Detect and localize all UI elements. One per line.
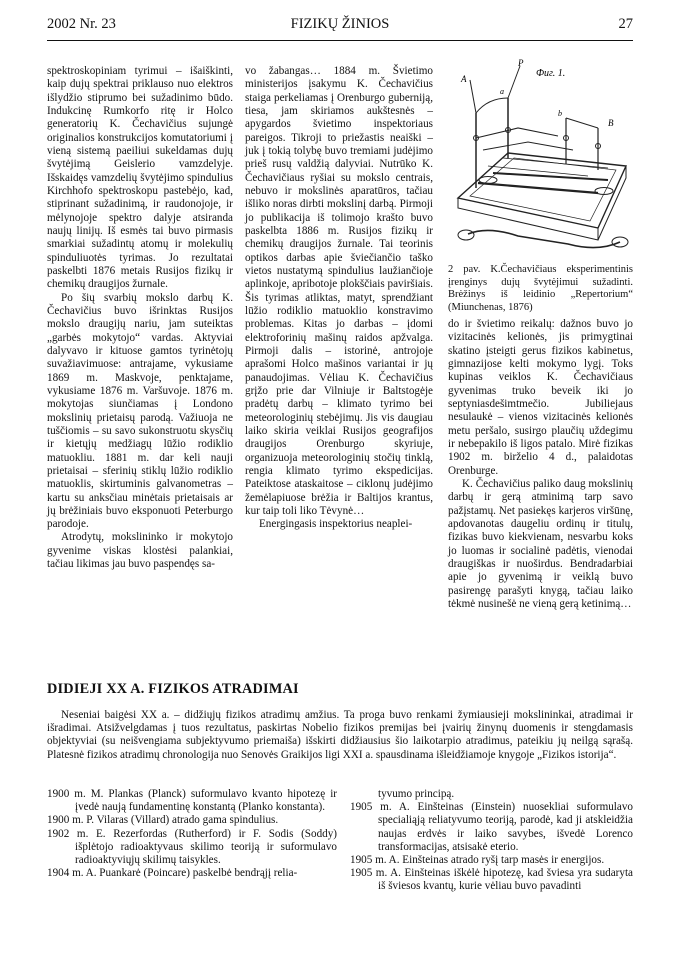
paragraph: K. Čechavičius paliko daug mokslinių darbų ir gerą atminimą tarp savo pažįstamų. Net pasiekęs karjeros viršūnę, apdovanotas daugeliu ordinų ir titulų, fizikas buvo kiekvienam, nesvarbu koks jo luomas ir socialinė padėtis, vienodai draugiškas ir nuoširdus. Bendradarbiai apie jo gyvenimą ir veiklą buvo pasirengę parašyti knygą, tačiau laiko tėkmė nusinešė ne vieną gerą ketinimą… (448, 477, 633, 610)
section-title: DIDIEJI XX A. FIZIKOS ATRADIMAI (47, 681, 299, 697)
list-item-continuation: tyvumo principą. (378, 788, 455, 800)
article-column-1 (47, 65, 233, 571)
figure-caption: 2 pav. K.Čechavičiaus eksperimentinis įrenginys dujų švytėjimui sužadinti. Brėžinys iš leidinio „Repertorium“ (Miunchenas, 1876) (448, 264, 633, 313)
journal-title: FIZIKŲ ŽINIOS (290, 16, 390, 32)
paragraph: do ir švietimo reikalų: dažnos buvo jo vizitacinės kelionės, jis primygtinai skatino įsteigti gerus fizikos kabinetus, gimnazijose kelti mokymo lygį. Toks kupinas veiklos K. Čechavičiaus gyvenimas truko beveik iki jo septyniasdešimtmečio. Jubiliejaus nesulaukė – vienos vizitacinės kelionės metu peršalo, susirgo plaučių uždegimu ir nebepakilo iš ligos patalo. Mirė fizikas 1902 m. birželio 4 d., palaidotas Orenburge. (448, 318, 633, 477)
list-item: 1902 m. E. Rezerfordas (Rutherford) ir F. Sodis (Soddy) išplėtojo radioaktyvaus skilimo teoriją ir suformulavo radioaktyviųjų skilimų taisykles. (47, 827, 337, 867)
figure-letter-p: P (518, 58, 524, 68)
list-item: 1905 m. A. Einšteinas atrado ryšį tarp masės ir energijos. (350, 854, 605, 867)
article-column-2 (245, 65, 433, 531)
figure-letter-a-small: a (500, 87, 504, 96)
figure-letter-a: A (461, 74, 467, 84)
list-item: 1905 m. A. Einšteinas (Einstein) nuosekliai suformulavo specialiąją reliatyvumo teoriją, parodė, kad ji atskleidžia naujas erdvės ir laiko savybes, išvedė Lorenco transformacijas, atsisakė eterio. (350, 801, 633, 853)
figure-letter-b-small: b (558, 109, 562, 118)
header-rule (47, 40, 633, 41)
apparatus-drawing (448, 58, 633, 258)
paragraph: Po šių svarbių mokslo darbų K. Čechavičius buvo išrinktas Rusijos mokslo draugijų nariu, jam suteiktas „garbės mokytojo“ vardas. Aktyviai dalyvavo ir kituose gamtos tyrinėtojų suvažiavimuose: antrajame, vykusiame 1869 m. Maskvoje, penktajame, vykusiame 1876 m. Varšuvoje. 1876 m. mokytojas siunčiamas į Londono mokslinių prietaisų parodą. Važiuoja ne tuščiomis – su savo sukonstruotu skysčių ir kietųjų medžiagų lūžio rodiklio matuokliu. 1881 m. dar keli nauji prietaisai – sferinių stiklų lūžio rodiklio matuoklis, skirtuminis galvanometras – kartu su anksčiau minėtais prietaisais ar jų brėžiniais buvo eksponuoti Peterburgo parodoje. (47, 291, 233, 531)
discoveries-list-left (47, 788, 337, 880)
list-item: 1905 m. A. Einšteinas iškėlė hipotezę, kad šviesa yra sudaryta iš šviesos kvantų, kurie vėliau buvo pavadinti (350, 867, 633, 893)
apparatus-figure (448, 58, 633, 258)
issue-number: 2002 Nr. 23 (47, 16, 116, 32)
paragraph: Atrodytų, mokslininko ir mokytojo gyvenime viskas klostėsi palankiai, tačiau likimas jau buvo paspendęs sa- (47, 531, 233, 571)
list-item: 1900 m. M. Plankas (Planck) suformulavo kvanto hipotezę ir įvedė naują fundamentinę konstantą (Planko konstanta). (47, 788, 337, 814)
paragraph: spektroskopiniam tyrimui – išaiškinti, kaip dujų spektrai priklauso nuo elektros išlydžio stiprumo bei sužadinimo būdo. Indukcinę Rumkorfo ritę ir Holco generatorių K. Čechavičius sujungė originalios konstrukcijos komutatoriumi į vieną sistemą paeiliui sukeldamas dujų švytėjimą Geislerio vamzdelyje. Išskaidęs vamzdelių švytėjimo spindulius Kirchhofo spektroskopu pastebėjo, kad, stiprinant sužadinimą, ir raudonojoje, ir mėlynojoje spektro dalyje atsiranda naujų linijų. Iš esmės tai buvo pirmasis smarkiai sužadintų atomų ir molekulių spinduliuotės tyrimas. Jo rezultatai paskelbti 1876 metais Rusijos fizikų ir chemikų draugijos žurnale. (47, 65, 233, 291)
page-number: 27 (618, 16, 633, 32)
figure-label: Фиг. 1. (536, 68, 566, 79)
section-intro: Neseniai baigėsi XX a. – didžiųjų fizikos atradimų amžius. Ta proga buvo renkami žymiausieji mokslininkai, atradimai ir išradimai. Atsižvelgdamas į tuos rezultatus, paskirtas Nobelio fizikos premijas bei įvairių žinynų duomenis ir stengdamasis objektyviai (su neišvengiama subjektyvumo priemaiša) išskirti didžiausius šio laikotarpio atradimus, pateikiu jų neilgą sąrašą. Platesnė fizikos atradimų chronologija nuo Senovės Graikijos ligi XXI a. spausdinama išleidžiamoje knygoje „Fizikos istorija“. (47, 709, 633, 761)
page-header (47, 16, 633, 38)
list-item: 1904 m. A. Puankarė (Poincare) paskelbė bendrąjį relia- (47, 867, 298, 880)
paragraph: Energingasis inspektorius neaplei- (259, 518, 413, 531)
figure-letter-b: B (608, 118, 614, 128)
list-item: 1900 m. P. Vilaras (Villard) atrado gama spindulius. (47, 814, 279, 827)
discoveries-list-right (350, 788, 633, 894)
article-column-3 (448, 318, 633, 611)
paragraph: vo žabangas… 1884 m. Švietimo ministerijos įsakymu K. Čechavičius staiga perkeliamas į Orenburgo guberniją, tiesa, jam skiriamos aukštesnės – apygardos švietimo inspektoriaus pareigos. Tikroji to priežastis neaiški – juk į tokią tolybę buvo tremiami judėjimo prieš rusų valdžią dalyviai. Nutrūko K. Čechavičiaus ryšiai su mokslo centrais, nebuvo ir mokslinės aparatūros, tačiau išliko noras dirbti mokslinį darbą. Pirmoji jo publikacija iš tolimojo krašto buvo paskelbta 1886 m. Rusijos fizikų ir chemikų draugijos žurnale. Tai teorinis optikos darbas apie šviečiančio taško vietos nustatymą spindulius laužiančioje aplinkoje, apribotoje plokščiais paviršiais. Šis tyrimas atliktas, matyt, sprendžiant lūžio rodiklio matuoklio konstravimo problemas. Kitas jo darbas – įdomi elektroforinių mašinų raidos apžvalga. Pirmoji dalis – istorinė, antrojoje aprašomi Holco mašinos variantai ir jų panaudojimas. Vėliau K. Čechavičius grįžo prie dar Vilniuje ir Baltstogėje pradėtų darbų – klimato tyrimo bei meteorologinių stebėjimų. Jis vis daugiau laiko skiria veiklai Rusijos geografijos draugijos Orenburgo skyriuje, organizuoja meteorologinių stočių tinklą, rengia klimato tyrimo ekspedicijas. Pateiktose ataskaitose – ciklonų judėjimo žemėlapiuose brėžia ir Baltijos krantus, kur taip toli liko Tėvynė… (245, 65, 433, 517)
